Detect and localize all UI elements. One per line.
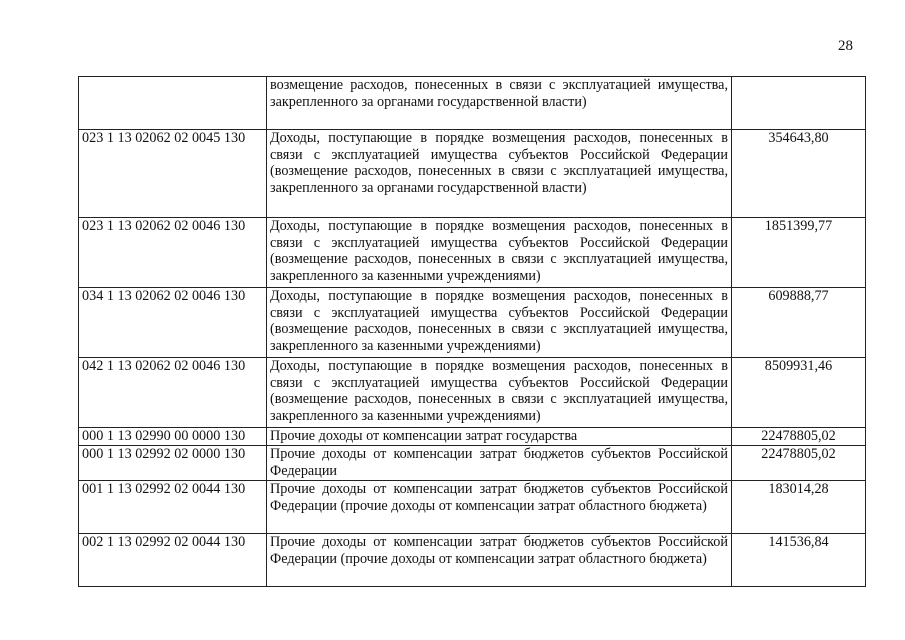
description-cell: Прочие доходы от компенсации затрат бюджетов субъектов Российской Федерации (267, 446, 732, 481)
table-row (79, 481, 866, 534)
table-row (79, 288, 866, 358)
budget-code-cell (79, 77, 267, 130)
budget-code-cell: 000 1 13 02990 00 0000 130 (79, 428, 267, 446)
description-cell: Прочие доходы от компенсации затрат бюджетов субъектов Российской Федерации (прочие доходы от компенсации затрат областного бюджета) (267, 534, 732, 587)
budget-code-cell: 002 1 13 02992 02 0044 130 (79, 534, 267, 587)
amount-cell: 183014,28 (732, 481, 866, 534)
revenue-table (78, 76, 866, 587)
amount-cell: 354643,80 (732, 130, 866, 218)
table-row (79, 428, 866, 446)
table-row (79, 446, 866, 481)
table-row (79, 534, 866, 587)
budget-code-cell: 023 1 13 02062 02 0046 130 (79, 218, 267, 288)
amount-cell: 141536,84 (732, 534, 866, 587)
budget-code-cell: 042 1 13 02062 02 0046 130 (79, 358, 267, 428)
description-cell: Доходы, поступающие в порядке возмещения расходов, понесенных в связи с эксплуатацией имущества субъектов Российской Федерации (возмещение расходов, понесенных в связи с эксплуатацией имущества, закрепленного за органами государственной власти) (267, 130, 732, 218)
page-number: 28 (838, 38, 853, 54)
table-row (79, 77, 866, 130)
description-cell: возмещение расходов, понесенных в связи с эксплуатацией имущества, закрепленного за органами государственной власти) (267, 77, 732, 130)
description-cell: Прочие доходы от компенсации затрат государства (267, 428, 732, 446)
budget-code-cell: 000 1 13 02992 02 0000 130 (79, 446, 267, 481)
budget-code-cell: 023 1 13 02062 02 0045 130 (79, 130, 267, 218)
amount-cell: 609888,77 (732, 288, 866, 358)
description-cell: Доходы, поступающие в порядке возмещения расходов, понесенных в связи с эксплуатацией имущества субъектов Российской Федерации (возмещение расходов, понесенных в связи с эксплуатацией имущества, закрепленного за казенными учреждениями) (267, 218, 732, 288)
amount-cell: 1851399,77 (732, 218, 866, 288)
amount-cell (732, 77, 866, 130)
description-cell: Прочие доходы от компенсации затрат бюджетов субъектов Российской Федерации (прочие доходы от компенсации затрат областного бюджета) (267, 481, 732, 534)
table-row (79, 130, 866, 218)
table-row (79, 218, 866, 288)
amount-cell: 22478805,02 (732, 446, 866, 481)
budget-code-cell: 001 1 13 02992 02 0044 130 (79, 481, 267, 534)
amount-cell: 22478805,02 (732, 428, 866, 446)
table-row (79, 358, 866, 428)
description-cell: Доходы, поступающие в порядке возмещения расходов, понесенных в связи с эксплуатацией имущества субъектов Российской Федерации (возмещение расходов, понесенных в связи с эксплуатацией имущества, закрепленного за казенными учреждениями) (267, 358, 732, 428)
description-cell: Доходы, поступающие в порядке возмещения расходов, понесенных в связи с эксплуатацией имущества субъектов Российской Федерации (возмещение расходов, понесенных в связи с эксплуатацией имущества, закрепленного за казенными учреждениями) (267, 288, 732, 358)
amount-cell: 8509931,46 (732, 358, 866, 428)
budget-code-cell: 034 1 13 02062 02 0046 130 (79, 288, 267, 358)
